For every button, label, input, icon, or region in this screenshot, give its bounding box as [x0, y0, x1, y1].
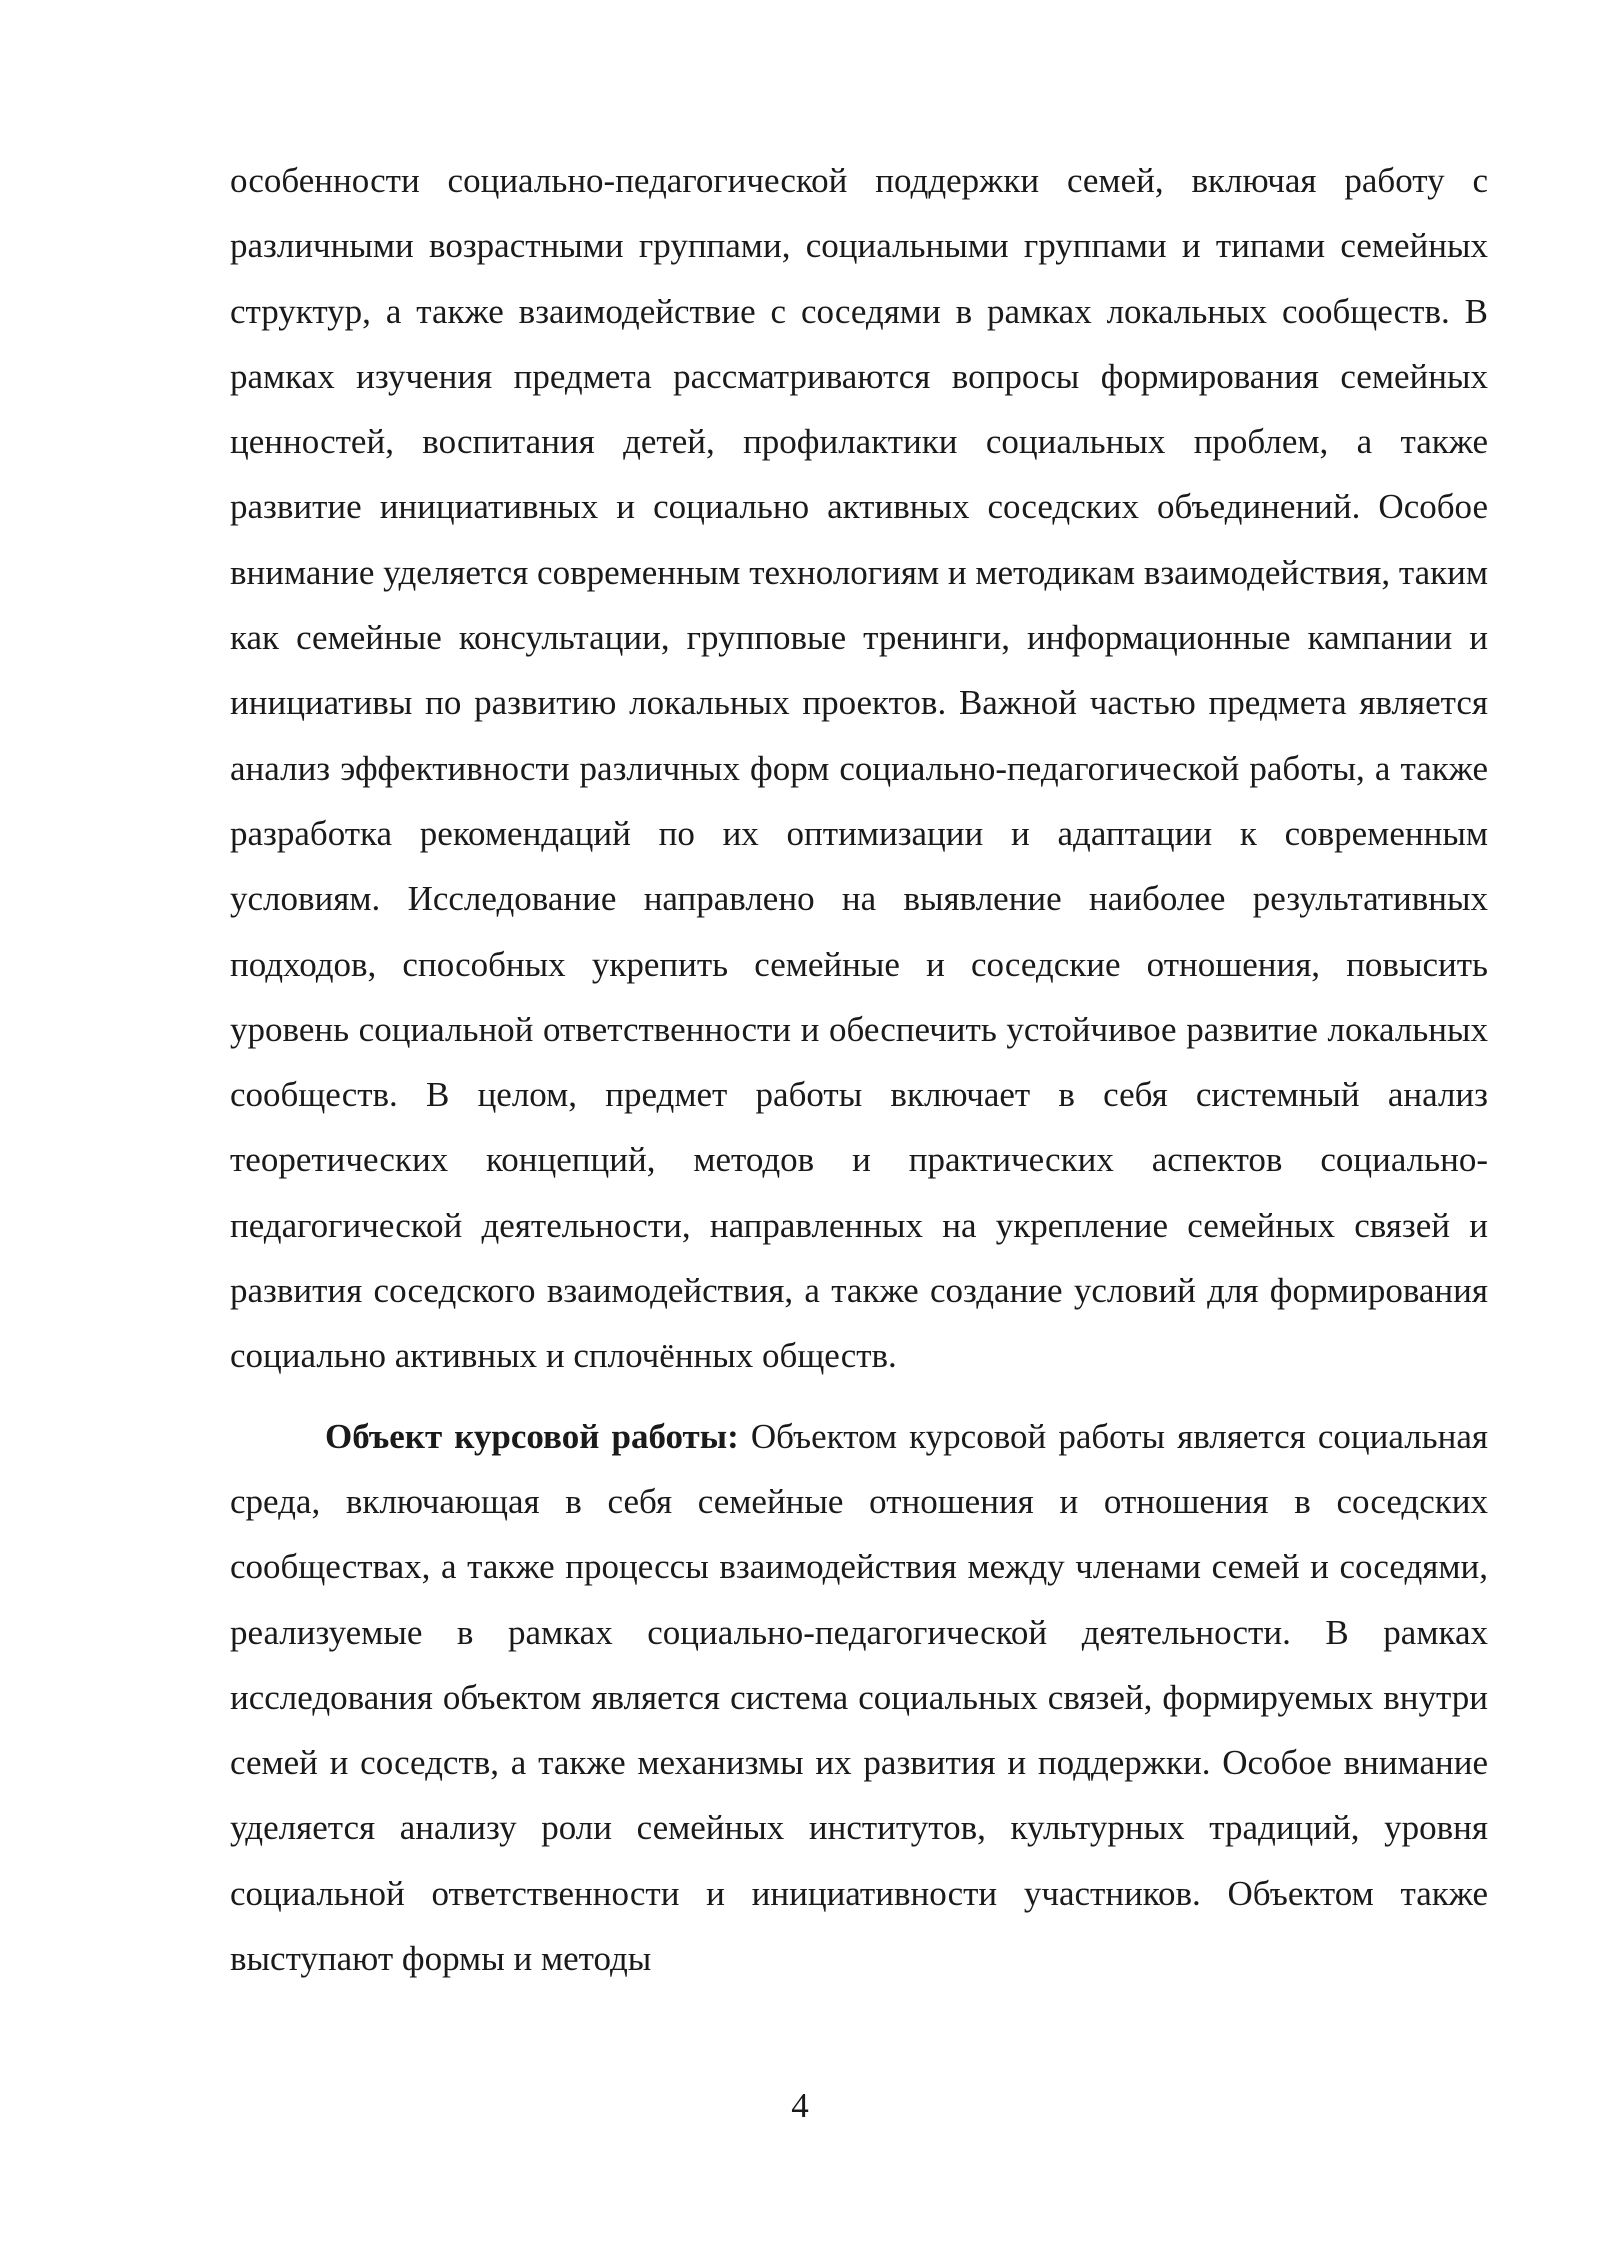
body-text — [230, 148, 1488, 1991]
paragraph-object-text: Объектом курсовой работы является социальная среда, включающая в себя семейные отношения и отношения в соседских сообществах, а также процессы взаимодействия между членами семей и соседями, реализуемые в рамках социально-педагогической деятельности. В рамках исследования объектом является система социальных связей, формируемых внутри семей и соседств, а также механизмы их развития и поддержки. Особое внимание уделяется анализу роли семейных институтов, культурных традиций, уровня социальной ответственности и инициативности участников. Объектом также выступают формы и методы — [230, 1416, 1488, 1979]
paragraph-subject-text: особенности социально-педагогической поддержки семей, включая работу с различными возрастными группами, социальными группами и типами семейных структур, а также взаимодействие с соседями в рамках локальных сообществ. В рамках изучения предмета рассматриваются вопросы формирования семейных ценностей, воспитания детей, профилактики социальных проблем, а также развитие инициативных и социально активных соседских объединений. Особое внимание уделяется современным технологиям и методикам взаимодействия, таким как семейные консультации, групповые тренинги, информационные кампании и инициативы по развитию локальных проектов. Важной частью предмета является анализ эффективности различных форм социально-педагогической работы, а также разработка рекомендаций по их оптимизации и адаптации к современным условиям. Исследование направлено на выявление наиболее результативных подходов, способных укрепить семейные и соседские отношения, повысить уровень социальной ответственности и обеспечить устойчивое развитие локальных сообществ. В целом, предмет работы включает в себя системный анализ теоретических концепций, методов и практических аспектов социально-педагогической деятельности, направленных на укрепление семейных связей и развития соседского взаимодействия, а также создание условий для формирования социально активных и сплочённых обществ. — [230, 161, 1488, 1376]
paragraph-subject — [230, 148, 1488, 1389]
page-number: 4 — [791, 2086, 809, 2125]
paragraph-object-heading: Объект курсовой работы: — [325, 1416, 739, 1456]
paragraph-object — [230, 1404, 1488, 1992]
